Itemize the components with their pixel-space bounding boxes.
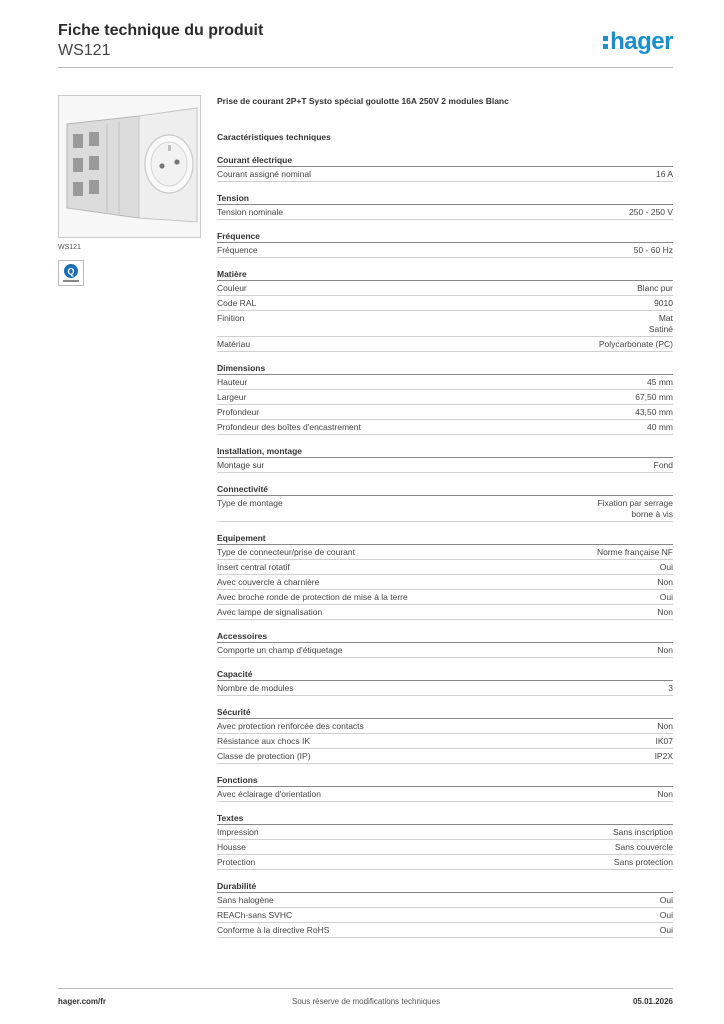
spec-label: Type de montage bbox=[217, 498, 283, 508]
spec-label: Insert central rotatif bbox=[217, 562, 290, 572]
spec-row bbox=[217, 405, 673, 420]
spec-row bbox=[217, 787, 673, 802]
spec-label: Tension nominale bbox=[217, 207, 284, 217]
spec-row bbox=[217, 458, 673, 473]
footer-website: hager.com/fr bbox=[58, 997, 107, 1006]
spec-row bbox=[217, 281, 673, 296]
spec-value: 3 bbox=[668, 683, 673, 693]
spec-row bbox=[217, 923, 673, 938]
spec-label: Impression bbox=[217, 827, 259, 837]
spec-value: 45 mm bbox=[647, 377, 673, 387]
spec-group-title: Fonctions bbox=[217, 774, 673, 787]
spec-group bbox=[217, 812, 673, 870]
spec-value: IP2X bbox=[654, 751, 673, 761]
spec-row bbox=[217, 681, 673, 696]
spec-row bbox=[217, 390, 673, 405]
spec-value: Mat Satiné bbox=[648, 313, 673, 334]
product-image bbox=[58, 95, 201, 238]
footer-notice: Sous réserve de modifications techniques bbox=[292, 997, 441, 1006]
spec-value: Fixation par serrage borne à vis bbox=[597, 498, 673, 519]
spec-row bbox=[217, 734, 673, 749]
product-reference: WS121 bbox=[58, 42, 111, 59]
spec-label: Avec protection renforcée des contacts bbox=[217, 721, 364, 731]
spec-row bbox=[217, 605, 673, 620]
spec-group bbox=[217, 774, 673, 802]
spec-label: Largeur bbox=[217, 392, 247, 402]
spec-group bbox=[217, 445, 673, 473]
spec-row bbox=[217, 296, 673, 311]
spec-label: Housse bbox=[217, 842, 246, 852]
spec-row bbox=[217, 375, 673, 390]
spec-label: Hauteur bbox=[217, 377, 248, 387]
image-caption: WS121 bbox=[58, 244, 81, 251]
spec-value: Sans inscription bbox=[612, 827, 673, 837]
spec-row bbox=[217, 337, 673, 352]
spec-label: Avec broche ronde de protection de mise à la terre bbox=[217, 592, 408, 602]
socket-illustration-icon bbox=[59, 96, 201, 238]
spec-group-title: Matière bbox=[217, 268, 673, 281]
spec-value: Non bbox=[657, 789, 673, 799]
spec-row bbox=[217, 496, 673, 522]
specifications-column bbox=[217, 95, 673, 938]
spec-value: 9010 bbox=[654, 298, 673, 308]
spec-label: Montage sur bbox=[217, 460, 265, 470]
spec-group-title: Durabilité bbox=[217, 880, 673, 893]
document-header bbox=[58, 22, 673, 60]
spec-value: 250 - 250 V bbox=[629, 207, 673, 217]
technical-characteristics-heading: Caractéristiques techniques bbox=[217, 132, 331, 142]
spec-value: Oui bbox=[659, 562, 673, 572]
product-description: Prise de courant 2P+T Systo spécial goulotte 16A 250V 2 modules Blanc bbox=[217, 96, 509, 106]
spec-value: Blanc pur bbox=[637, 283, 673, 293]
spec-row bbox=[217, 167, 673, 182]
spec-row bbox=[217, 719, 673, 734]
spec-group-title: Textes bbox=[217, 812, 673, 825]
spec-row bbox=[217, 205, 673, 220]
spec-label: Courant assigné nominal bbox=[217, 169, 312, 179]
spec-group-title: Capacité bbox=[217, 668, 673, 681]
spec-row bbox=[217, 840, 673, 855]
spec-label: Finition bbox=[217, 313, 245, 323]
q-badge-icon bbox=[59, 261, 83, 285]
spec-group-title: Dimensions bbox=[217, 362, 673, 375]
spec-group bbox=[217, 483, 673, 522]
spec-label: Classe de protection (IP) bbox=[217, 751, 311, 761]
spec-value: Oui bbox=[659, 592, 673, 602]
logo-dots-icon bbox=[603, 33, 609, 52]
spec-label: Couleur bbox=[217, 283, 247, 293]
spec-row bbox=[217, 243, 673, 258]
spec-label: Sans halogène bbox=[217, 895, 274, 905]
spec-group-title: Installation, montage bbox=[217, 445, 673, 458]
spec-group-title: Connectivité bbox=[217, 483, 673, 496]
quality-certification-icon bbox=[58, 260, 84, 286]
spec-value: 50 - 60 Hz bbox=[633, 245, 673, 255]
spec-value: Oui bbox=[659, 925, 673, 935]
spec-row bbox=[217, 590, 673, 605]
spec-label: Résistance aux chocs IK bbox=[217, 736, 311, 746]
spec-label: Nombre de modules bbox=[217, 683, 294, 693]
spec-value: 43,50 mm bbox=[635, 407, 673, 417]
logo-text: hager bbox=[610, 28, 673, 55]
spec-label: Fréquence bbox=[217, 245, 258, 255]
spec-value: Oui bbox=[659, 895, 673, 905]
hager-logo bbox=[603, 28, 673, 56]
spec-value: Polycarbonate (PC) bbox=[598, 339, 673, 349]
spec-label: REACh-sans SVHC bbox=[217, 910, 293, 920]
spec-label: Protection bbox=[217, 857, 256, 867]
spec-group bbox=[217, 268, 673, 352]
spec-row bbox=[217, 908, 673, 923]
spec-value: Non bbox=[657, 645, 673, 655]
spec-label: Avec couvercle à charnière bbox=[217, 577, 320, 587]
spec-label: Profondeur bbox=[217, 407, 260, 417]
spec-group-title: Equipement bbox=[217, 532, 673, 545]
spec-row bbox=[217, 893, 673, 908]
spec-value: IK07 bbox=[655, 736, 673, 746]
spec-label: Type de connecteur/prise de courant bbox=[217, 547, 355, 557]
badge-letter: Q bbox=[67, 266, 75, 277]
specification-groups bbox=[217, 154, 673, 938]
header-divider bbox=[58, 67, 673, 68]
spec-value: 16 A bbox=[655, 169, 673, 179]
spec-value: Non bbox=[657, 577, 673, 587]
spec-row bbox=[217, 855, 673, 870]
spec-value: Fond bbox=[653, 460, 673, 470]
spec-value: Sans protection bbox=[613, 857, 673, 867]
spec-group bbox=[217, 630, 673, 658]
spec-group bbox=[217, 532, 673, 620]
spec-row bbox=[217, 311, 673, 337]
page-title: Fiche technique du produit bbox=[58, 22, 264, 39]
spec-row bbox=[217, 575, 673, 590]
spec-group bbox=[217, 154, 673, 182]
spec-label: Matériau bbox=[217, 339, 251, 349]
spec-label: Avec lampe de signalisation bbox=[217, 607, 323, 617]
spec-row bbox=[217, 545, 673, 560]
spec-group bbox=[217, 192, 673, 220]
spec-value: Non bbox=[657, 721, 673, 731]
spec-label: Avec éclairage d'orientation bbox=[217, 789, 322, 799]
spec-row bbox=[217, 560, 673, 575]
spec-row bbox=[217, 825, 673, 840]
footer-divider bbox=[58, 988, 673, 989]
spec-value: 67,50 mm bbox=[635, 392, 673, 402]
spec-value: 40 mm bbox=[647, 422, 673, 432]
spec-group bbox=[217, 230, 673, 258]
spec-row bbox=[217, 749, 673, 764]
product-image-column bbox=[58, 95, 201, 286]
spec-group-title: Accessoires bbox=[217, 630, 673, 643]
spec-label: Code RAL bbox=[217, 298, 257, 308]
spec-value: Sans couvercle bbox=[614, 842, 673, 852]
spec-value: Norme française NF bbox=[596, 547, 673, 557]
spec-group bbox=[217, 706, 673, 764]
spec-label: Profondeur des boîtes d'encastrement bbox=[217, 422, 361, 432]
spec-row bbox=[217, 420, 673, 435]
spec-group bbox=[217, 362, 673, 435]
spec-label: Conforme à la directive RoHS bbox=[217, 925, 330, 935]
spec-group-title: Tension bbox=[217, 192, 673, 205]
spec-row bbox=[217, 643, 673, 658]
spec-value: Oui bbox=[659, 910, 673, 920]
spec-group bbox=[217, 880, 673, 938]
spec-group-title: Fréquence bbox=[217, 230, 673, 243]
spec-group-title: Sécurité bbox=[217, 706, 673, 719]
spec-value: Non bbox=[657, 607, 673, 617]
spec-group bbox=[217, 668, 673, 696]
spec-label: Comporte un champ d'étiquetage bbox=[217, 645, 343, 655]
spec-group-title: Courant électrique bbox=[217, 154, 673, 167]
footer-date: 05.01.2026 bbox=[632, 997, 673, 1006]
